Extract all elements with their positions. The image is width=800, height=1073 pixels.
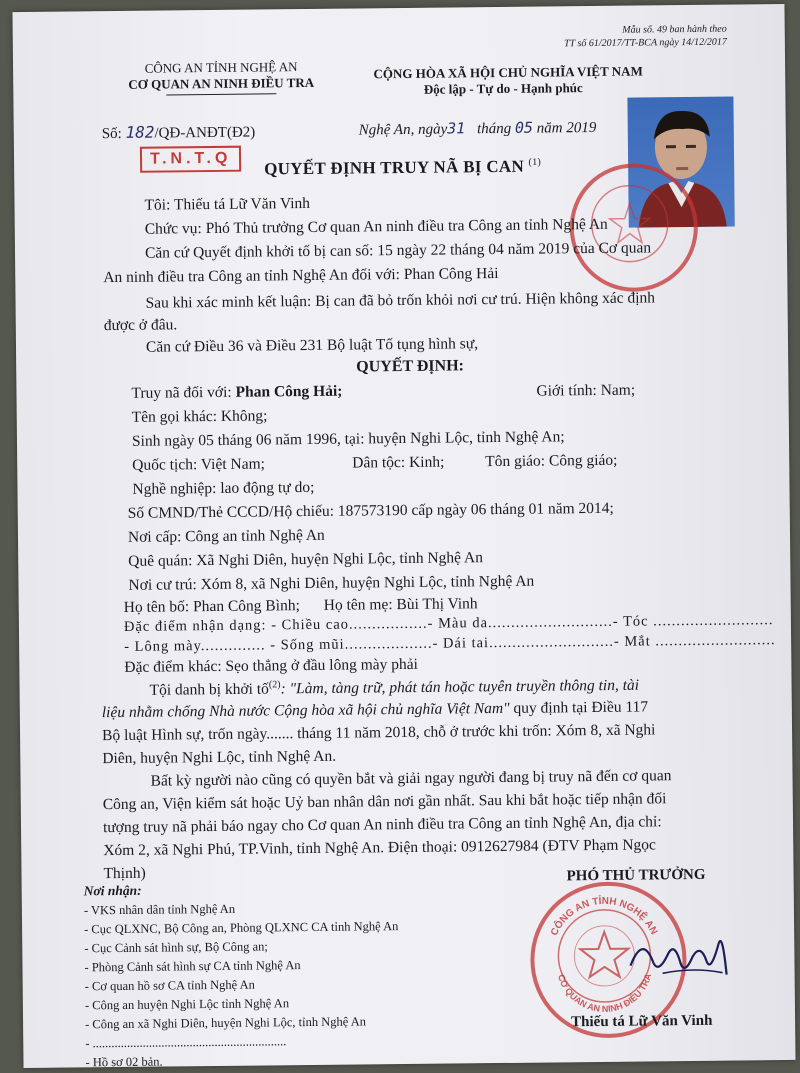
tntq-stamp: T.N.T.Q [140,146,242,173]
intro-basis-1: Căn cứ Quyết định khởi tố bị can số: 15 ngày 22 tháng 04 năm 2019 của Cơ quan [144,239,652,262]
agency-underline [166,93,276,95]
features-row-2-a: - Lông mày.............. - Sống mũi...................- Dái tai [124,635,490,655]
recipient-item: - Hồ sơ 02 bản. [85,1054,163,1070]
features-row-1-b: ...........................- Tóc .......................... [487,612,774,632]
ethnicity: Dân tộc: Kinh; [352,453,445,472]
date-month: 05 [514,118,534,137]
occupation: Nghề nghiệp: lao động tự do; [132,478,315,498]
charge-label: Tội danh bị khởi tố [149,680,269,699]
date-place: Nghệ An, ngày [358,121,448,139]
features-row-2 [124,632,776,656]
intro-basis-2: An ninh điều tra Công an tỉnh Nghệ An đối với: Phan Công Hải [103,264,499,287]
charge-note: (2) [268,679,281,691]
hometown: Quê quán: Xã Nghi Diên, huyện Nghi Lộc, tỉnh Nghệ An [128,549,484,570]
intro-conclusion-1: Sau khi xác minh kết luận: Bị can đã bỏ trốn khỏi nơi cư trú. Hiện không xác định [145,289,656,312]
form-number [564,23,727,51]
form-number-line2: TT số 61/2017/TT-BCA ngày 14/12/2017 [563,36,727,50]
decision-number-suffix: /QĐ-ANĐT(Đ2) [154,124,256,142]
national-motto: Độc lập - Tự do - Hạnh phúc [423,80,583,97]
form-number-line1: Mẫu số. 49 ban hành theo [622,23,727,36]
intro-officer: Tôi: Thiếu tá Lữ Văn Vinh [144,194,311,214]
national-header [358,63,658,98]
intro-legal-basis: Căn cứ Điều 36 và Điều 231 Bộ luật Tố tụng hình sự, [145,335,479,356]
charge-line-4: Diên, huyện Nghi Lộc, tỉnh Nghệ An. [102,747,337,768]
recipient-item: - Cục QLXNC, Bộ Công an, Phòng QLXNC CA tỉnh Nghệ An [84,919,399,937]
mother-name: Họ tên mẹ: Bùi Thị Vinh [323,595,478,614]
id-number: Số CMND/Thẻ CCCD/Hộ chiếu: 187573190 cấp ngày 06 tháng 01 năm 2014; [127,499,614,522]
notice-line-3: tượng truy nã phải báo ngay cho Cơ quan An ninh điều tra Công an tỉnh Nghệ An, địa chỉ: [102,813,662,837]
intro-position: Chức vụ: Phó Thủ trưởng Cơ quan An ninh điều tra Công an tỉnh Nghệ An [144,215,608,238]
charge-line-2 [102,698,648,722]
father-name: Họ tên bố: Phan Công Bình; [123,597,300,616]
recipients-heading: Nơi nhận: [83,882,142,899]
handwritten-signature [622,914,743,995]
recipients-list [84,898,400,1072]
national-name: CỘNG HÒA XÃ HỘI CHỦ NGHĨA VIỆT NAM [373,63,643,82]
agency-parent: CÔNG AN TỈNH NGHỆ AN [144,59,298,76]
signer-name: Thiếu tá Lữ Văn Vinh [571,1012,713,1031]
features-row-1-a: Đặc điểm nhận dạng: - Chiều cao.................- Màu da [123,615,489,635]
date-year: năm 2019 [536,119,597,137]
seal-top-text: CÔNG AN TỈNH NGHỆ AN [548,895,660,938]
alias: Tên gọi khác: Không; [131,407,268,426]
id-issuer: Nơi cấp: Công an tỉnh Nghệ An [127,526,325,546]
residence: Nơi cư trú: Xóm 8, xã Nghi Diên, huyện Nghi Lộc, tỉnh Nghệ An [128,572,535,594]
charge-quote-2: liệu nhằm chống Nhà nước Cộng hòa xã hội chủ nghĩa Việt Nam" [101,699,510,722]
recipient-item: - VKS nhân dân tỉnh Nghệ An [83,901,236,918]
decision-number-value: 182 [125,122,155,142]
gender: Giới tính: Nam; [536,381,636,400]
recipient-item: - Công an xã Nghi Diên, huyện Nghi Lộc, tỉnh Nghệ An [85,1014,367,1032]
date-month-label: tháng [476,120,512,138]
charge-line-3: Bộ luật Hình sự, trốn ngày....... tháng 11 năm 2018, chỗ ở trước khi trốn: Xóm 8, xã Nghi [101,721,656,745]
notice-line-1: Bất kỳ người nào cũng có quyền bắt và giải ngay người đang bị truy nã đến cơ quan [150,767,672,790]
recipient-item: - Cục Cảnh sát hình sự, Bộ Công an; [84,939,268,956]
document-title-note: (1) [528,156,542,169]
decision-number [102,122,256,144]
decision-number-label: Số: [101,125,122,143]
recipient-item: - Công an huyện Nghi Lộc tỉnh Nghệ An [84,996,290,1013]
charge-line-1 [150,676,640,700]
features-row-2-b: ...........................- Mắt .......................... [488,632,776,652]
document-title [264,157,541,180]
document-page [12,4,795,1068]
notice-line-2: Công an, Viện kiểm sát hoặc Uỷ ban nhân dân nơi gần nhất. Sau khi bắt hoặc tiếp nhận đối [102,790,667,814]
charge-quote-1: : "Làm, tàng trữ, phát tán hoặc tuyên truyền thông tin, tài [280,676,640,698]
intro-conclusion-2: được ở đâu. [103,316,178,335]
recipient-item: - Cơ quan hồ sơ CA tỉnh Nghệ An [84,977,255,994]
decision-date [359,118,597,139]
nationality: Quốc tịch: Việt Nam; [132,455,265,474]
wanted-name: Phan Công Hải; [235,382,343,401]
agency-header [101,59,341,97]
notice-line-5: Thịnh) [103,864,146,883]
document-title-text: QUYẾT ĐỊNH TRUY NÃ BỊ CAN [264,156,525,179]
date-day: 31 [447,119,466,138]
decision-heading: QUYẾT ĐỊNH: [356,357,465,376]
agency-name: CƠ QUAN AN NINH ĐIỀU TRA [128,74,315,92]
birth-info: Sinh ngày 05 tháng 06 năm 1996, tại: huyện Nghi Lộc, tỉnh Nghệ An; [131,428,565,450]
seal-bottom-text: CƠ QUAN AN NINH ĐIỀU TRA [555,972,654,1014]
charge-article: quy định tại Điều 117 [509,698,649,717]
religion: Tôn giáo: Công giáo; [485,451,618,471]
notice-line-4: Xóm 2, xã Nghi Phú, TP.Vinh, tỉnh Nghệ An. Điện thoại: 0912627984 (ĐTV Phạm Ngọc [103,836,656,860]
signer-title: PHÓ THỦ TRƯỞNG [566,866,706,885]
other-features: Đặc điểm khác: Sẹo thẳng ở đầu lông mày phải [124,655,419,676]
recipient-item: - .............................................................. [85,1034,287,1051]
wanted-label: Truy nã đối với: [131,383,232,402]
recipient-item: - Phòng Cảnh sát hình sự CA tỉnh Nghệ An [84,958,301,975]
wanted-person [131,383,342,403]
